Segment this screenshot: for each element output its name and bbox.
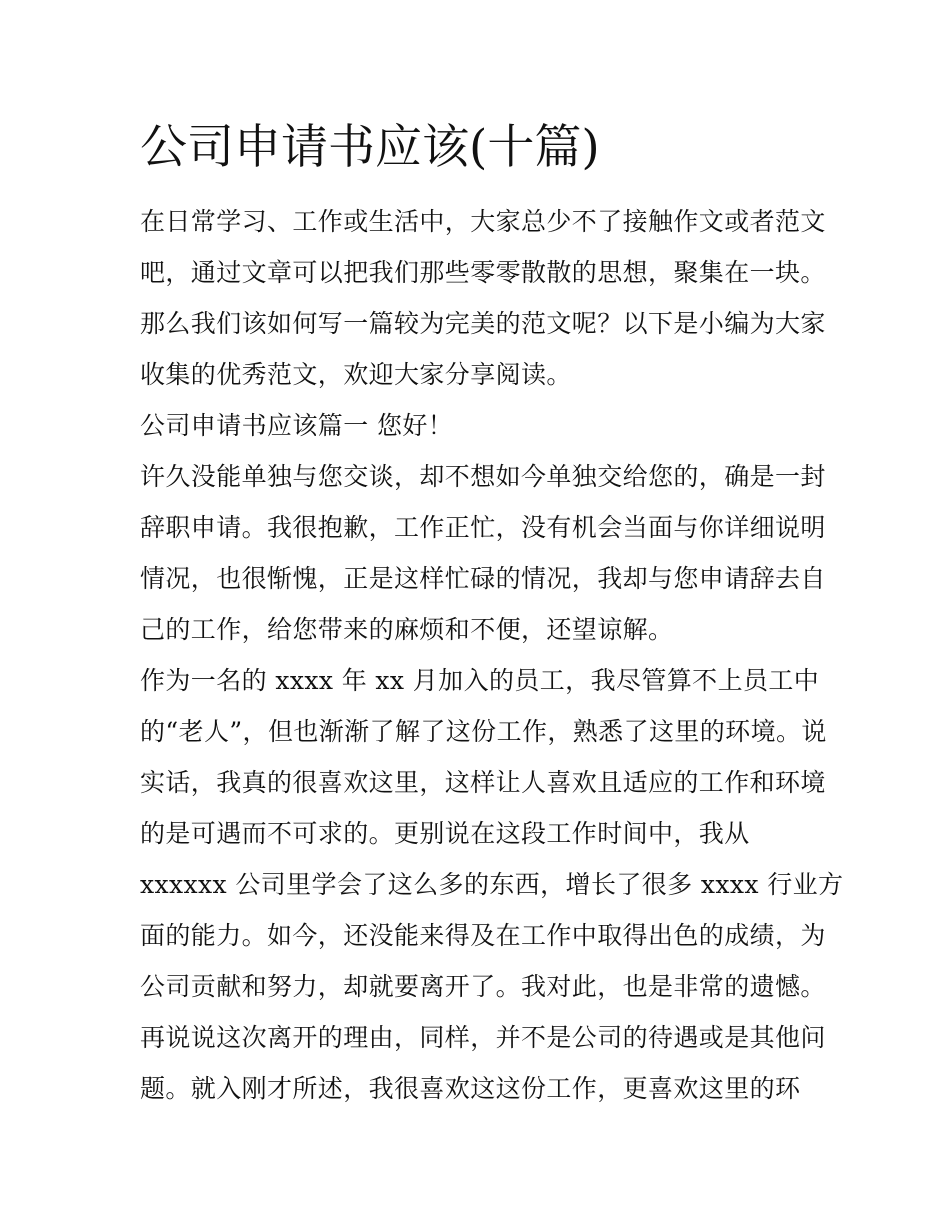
body-line: 吧，通过文章可以把我们那些零零散散的思想，聚集在一块。 [140,258,826,287]
document-body [140,196,844,1114]
body-line: 题。就入刚才所述，我很喜欢这这份工作，更喜欢这里的环 [140,1074,801,1103]
body-line: 实话，我真的很喜欢这里，这样让人喜欢且适应的工作和环境 [140,768,826,797]
body-line: 面的能力。如今，还没能来得及在工作中取得出色的成绩，为 [140,921,826,950]
body-line: 的是可遇而不可求的。更别说在这段工作时间中，我从 [140,819,750,848]
body-line: 那么我们该如何写一篇较为完美的范文呢？以下是小编为大家 [140,309,826,338]
body-line: 辞职申请。我很抱歉，工作正忙，没有机会当面与你详细说明 [140,513,826,542]
body-line: 在日常学习、工作或生活中，大家总少不了接触作文或者范文 [140,207,826,236]
body-line: 作为一名的 xxxx 年 xx 月加入的员工，我尽管算不上员工中 [140,666,820,695]
body-line: 收集的优秀范文，欢迎大家分享阅读。 [140,360,572,389]
body-line: 的“老人”，但也渐渐了解了这份工作，熟悉了这里的环境。说 [140,717,827,746]
body-line: 己的工作，给您带来的麻烦和不便，还望谅解。 [140,615,674,644]
section-heading-line: 公司申请书应该篇一 您好！ [140,411,454,440]
body-line: 再说说这次离开的理由，同样，并不是公司的待遇或是其他问 [140,1023,826,1052]
body-line: 许久没能单独与您交谈，却不想如今单独交给您的，确是一封 [140,462,826,491]
body-line: xxxxxx 公司里学会了这么多的东西，增长了很多 xxxx 行业方 [140,870,844,899]
body-line: 情况，也很惭愧，正是这样忙碌的情况，我却与您申请辞去自 [140,564,826,593]
body-line: 公司贡献和努力，却就要离开了。我对此，也是非常的遗憾。 [140,972,826,1001]
document-title: 公司申请书应该(十篇) [140,120,600,175]
